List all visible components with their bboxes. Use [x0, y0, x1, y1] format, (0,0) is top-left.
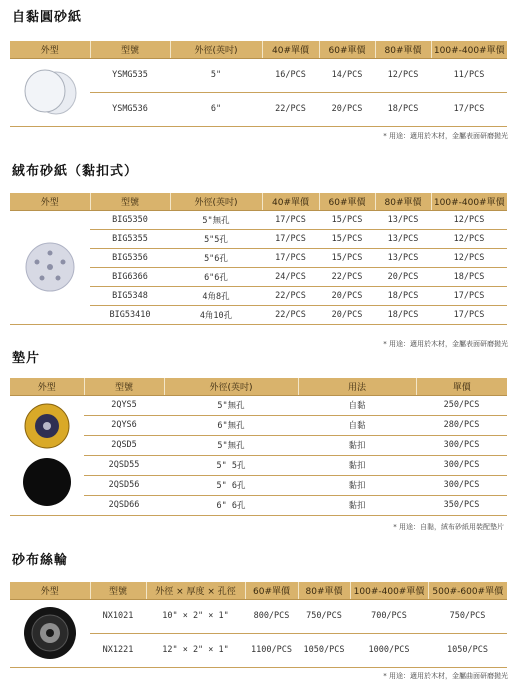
- col-header: 外型: [10, 582, 90, 599]
- white-sanding-disc-icon: [10, 58, 90, 126]
- table-cell: 15/PCS: [319, 210, 375, 229]
- col-header: 外徑 × 厚度 × 孔徑: [146, 582, 245, 599]
- table-cell: 12/PCS: [375, 58, 431, 92]
- table-cell: 15/PCS: [319, 248, 375, 267]
- table-cell: 12/PCS: [431, 248, 507, 267]
- table-cell: 1100/PCS: [245, 633, 298, 667]
- table-cell: 17/PCS: [431, 305, 507, 324]
- table-cell: 700/PCS: [350, 599, 428, 633]
- col-header: 100#-400#單價: [431, 193, 507, 210]
- table-cell: 300/PCS: [416, 435, 507, 455]
- col-header: 用法: [298, 378, 416, 395]
- table-cell: 18/PCS: [431, 267, 507, 286]
- table-cell: 14/PCS: [319, 58, 375, 92]
- table-cell: BIG53410: [90, 305, 170, 324]
- table-cell: 17/PCS: [431, 286, 507, 305]
- usage-note: * 用途：適用於木材，金屬曲面研磨拋光: [383, 672, 508, 680]
- table-cell: 250/PCS: [416, 395, 507, 415]
- backing-pad-icon: [10, 395, 84, 515]
- table-cell: 1000/PCS: [350, 633, 428, 667]
- col-header: 外徑(英吋): [170, 193, 262, 210]
- table-cell: 6" 6孔: [164, 495, 298, 515]
- col-header: 40#單價: [262, 193, 319, 210]
- table-cell: NX1021: [90, 599, 146, 633]
- table-cell: 22/PCS: [262, 92, 319, 126]
- table-cell: 10" × 2" × 1": [146, 599, 245, 633]
- table-cell: YSMG535: [90, 58, 170, 92]
- col-header: 型號: [90, 193, 170, 210]
- table-cell: YSMG536: [90, 92, 170, 126]
- table-cell: 22/PCS: [262, 286, 319, 305]
- table-cell: 6": [170, 92, 262, 126]
- table-cell: 18/PCS: [375, 92, 431, 126]
- table-cell: 5"無孔: [164, 395, 298, 415]
- table-cell: 5" 5孔: [164, 455, 298, 475]
- table-cell: 6"無孔: [164, 415, 298, 435]
- table-cell: 17/PCS: [262, 229, 319, 248]
- table-cell: 黏扣: [298, 495, 416, 515]
- table-cell: 18/PCS: [375, 305, 431, 324]
- table-cell: 24/PCS: [262, 267, 319, 286]
- table-cell: 4角8孔: [170, 286, 262, 305]
- col-header: 外型: [10, 41, 90, 58]
- table-cell: 15/PCS: [319, 229, 375, 248]
- table-cell: 5" 6孔: [164, 475, 298, 495]
- table-cell: 300/PCS: [416, 475, 507, 495]
- col-header: 80#單價: [375, 41, 431, 58]
- col-header: 500#-600#單價: [428, 582, 507, 599]
- table-cell: BIG6366: [90, 267, 170, 286]
- table-cell: 350/PCS: [416, 495, 507, 515]
- col-header: 外徑(英吋): [170, 41, 262, 58]
- table-cell: 18/PCS: [375, 286, 431, 305]
- table-cell: 11/PCS: [431, 58, 507, 92]
- table-cell: 20/PCS: [319, 286, 375, 305]
- section-title: 絨布砂紙（黏扣式）: [12, 164, 139, 179]
- table-cell: 13/PCS: [375, 248, 431, 267]
- col-header: 80#單價: [298, 582, 350, 599]
- sanding-disc-table: [10, 41, 507, 127]
- table-cell: 20/PCS: [375, 267, 431, 286]
- table-cell: 黏扣: [298, 435, 416, 455]
- table-cell: 17/PCS: [431, 92, 507, 126]
- table-cell: 280/PCS: [416, 415, 507, 435]
- flap-wheel-icon: [10, 599, 90, 667]
- table-cell: 20/PCS: [319, 92, 375, 126]
- table-cell: 13/PCS: [375, 229, 431, 248]
- col-header: 外徑(英吋): [164, 378, 298, 395]
- table-cell: 黏扣: [298, 455, 416, 475]
- table-cell: BIG5348: [90, 286, 170, 305]
- col-header: 40#單價: [262, 41, 319, 58]
- table-cell: 2QSD55: [84, 455, 164, 475]
- section-title: 自黏圓砂紙: [12, 10, 83, 25]
- table-cell: 22/PCS: [319, 267, 375, 286]
- table-cell: 22/PCS: [262, 305, 319, 324]
- col-header: 型號: [90, 582, 146, 599]
- table-cell: NX1221: [90, 633, 146, 667]
- col-header: 型號: [84, 378, 164, 395]
- table-cell: 自黏: [298, 395, 416, 415]
- col-header: 60#單價: [319, 41, 375, 58]
- table-cell: 5"無孔: [164, 435, 298, 455]
- table-cell: 12/PCS: [431, 229, 507, 248]
- usage-note: * 用途：自黏，絨布砂紙用裝配墊片: [393, 523, 504, 531]
- backing-pad-table: [10, 378, 507, 516]
- table-cell: BIG5350: [90, 210, 170, 229]
- table-cell: 16/PCS: [262, 58, 319, 92]
- usage-note: * 用途：適用於木材，金屬表面研磨拋光: [383, 340, 508, 348]
- col-header: 外型: [10, 193, 90, 210]
- table-cell: 17/PCS: [262, 210, 319, 229]
- usage-note: * 用途：適用於木材，金屬表面研磨拋光: [383, 132, 508, 140]
- col-header: 60#單價: [319, 193, 375, 210]
- table-cell: 2QSD56: [84, 475, 164, 495]
- table-cell: 2QYS5: [84, 395, 164, 415]
- table-cell: 5"5孔: [170, 229, 262, 248]
- section-title: 墊片: [12, 351, 41, 366]
- table-cell: 5"無孔: [170, 210, 262, 229]
- table-cell: 17/PCS: [262, 248, 319, 267]
- col-header: 型號: [90, 41, 170, 58]
- table-cell: 黏扣: [298, 475, 416, 495]
- table-cell: 2QSD5: [84, 435, 164, 455]
- table-cell: 13/PCS: [375, 210, 431, 229]
- table-cell: BIG5356: [90, 248, 170, 267]
- col-header: 100#-400#單價: [431, 41, 507, 58]
- table-cell: 800/PCS: [245, 599, 298, 633]
- col-header: 100#-400#單價: [350, 582, 428, 599]
- col-header: 單價: [416, 378, 507, 395]
- section-title: 砂布絲輪: [12, 553, 69, 568]
- table-cell: 自黏: [298, 415, 416, 435]
- table-cell: 750/PCS: [428, 599, 507, 633]
- table-cell: 6"6孔: [170, 267, 262, 286]
- table-cell: 5"6孔: [170, 248, 262, 267]
- col-header: 外型: [10, 378, 84, 395]
- table-cell: 4角10孔: [170, 305, 262, 324]
- table-cell: 2QSD66: [84, 495, 164, 515]
- col-header: 80#單價: [375, 193, 431, 210]
- table-cell: 1050/PCS: [298, 633, 350, 667]
- table-cell: 20/PCS: [319, 305, 375, 324]
- table-cell: 5": [170, 58, 262, 92]
- table-cell: 1050/PCS: [428, 633, 507, 667]
- flap-wheel-table: [10, 582, 507, 668]
- table-cell: 300/PCS: [416, 455, 507, 475]
- table-cell: 12" × 2" × 1": [146, 633, 245, 667]
- table-cell: 2QYS6: [84, 415, 164, 435]
- table-cell: BIG5355: [90, 229, 170, 248]
- table-cell: 12/PCS: [431, 210, 507, 229]
- velcro-paper-table: [10, 193, 507, 325]
- velcro-sanding-disc-icon: [10, 210, 90, 324]
- table-cell: 750/PCS: [298, 599, 350, 633]
- col-header: 60#單價: [245, 582, 298, 599]
